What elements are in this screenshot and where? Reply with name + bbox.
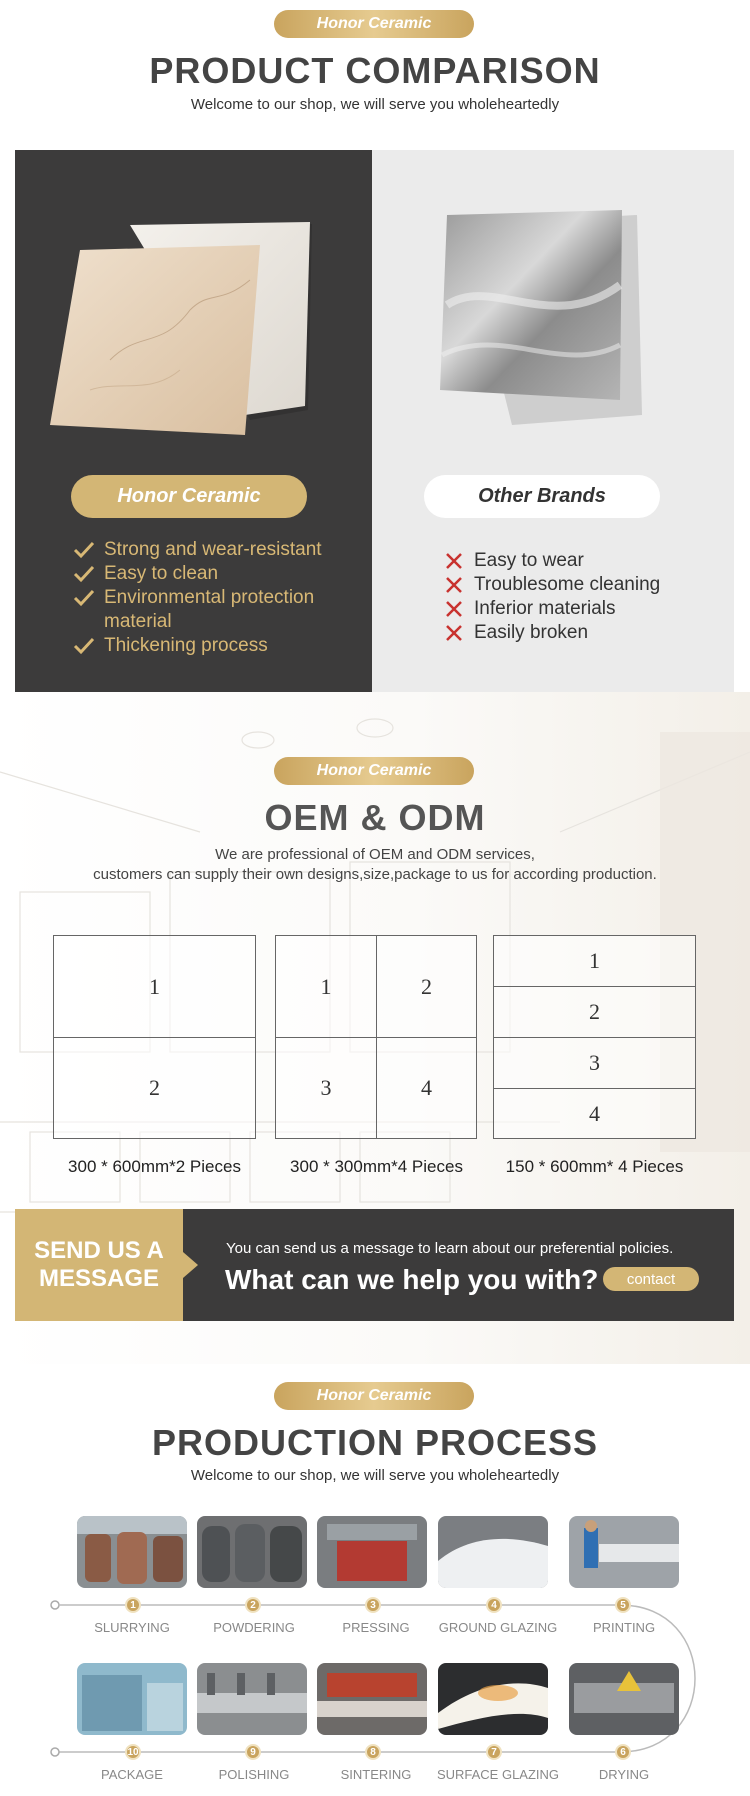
check-icon bbox=[72, 634, 96, 658]
piece-label: 2 bbox=[421, 973, 432, 999]
step-label: PRESSING bbox=[342, 1620, 410, 1635]
step-label: SURFACE GLAZING bbox=[436, 1767, 560, 1782]
banner-small-text: You can send us a message to learn about our preferential policies. bbox=[226, 1240, 674, 1257]
feature-text: Troublesome cleaning bbox=[474, 574, 661, 595]
polishing-photo bbox=[197, 1663, 307, 1735]
step-number: 2 bbox=[245, 1597, 261, 1613]
oem-description-line2: customers can supply their own designs,size,package to us for according production. bbox=[93, 866, 657, 883]
other-feature-list bbox=[442, 549, 732, 645]
check-icon bbox=[72, 562, 96, 586]
feature-text: Easy to wear bbox=[474, 550, 584, 571]
honor-feature-item bbox=[72, 586, 352, 634]
size-caption: 300 * 600mm*2 Pieces bbox=[68, 1157, 241, 1176]
feature-text: Environmental protection material bbox=[104, 587, 315, 632]
printing-photo bbox=[569, 1516, 679, 1588]
other-feature-item bbox=[442, 549, 732, 573]
step-number: 9 bbox=[245, 1744, 261, 1760]
send-message-line2: MESSAGE bbox=[38, 1265, 160, 1292]
piece-label: 3 bbox=[320, 1075, 332, 1100]
oem-description-line1: We are professional of OEM and ODM services, bbox=[215, 846, 535, 863]
piece-label: 3 bbox=[589, 1050, 600, 1075]
process-subtitle: Welcome to our shop, we will serve you wholeheartedly bbox=[190, 1467, 560, 1484]
cross-icon bbox=[442, 597, 466, 621]
cross-icon bbox=[442, 549, 466, 573]
other-brands-panel bbox=[372, 150, 734, 692]
send-message-block bbox=[15, 1209, 183, 1321]
piece-label: 1 bbox=[149, 973, 160, 999]
honor-feature-item bbox=[72, 562, 352, 586]
step-number: 10 bbox=[125, 1744, 141, 1760]
check-icon bbox=[72, 538, 96, 562]
sintering-photo bbox=[317, 1663, 427, 1735]
size-diagram-300x300 bbox=[275, 935, 477, 1139]
page-title: PRODUCT COMPARISON bbox=[149, 50, 601, 91]
feature-text: Easy to clean bbox=[104, 563, 219, 584]
honor-feature-list bbox=[72, 538, 352, 658]
send-message-line1: SEND US A bbox=[34, 1237, 164, 1264]
surface-glazing-photo bbox=[438, 1663, 548, 1735]
piece-label: 2 bbox=[589, 999, 600, 1024]
honor-tile-image bbox=[50, 210, 320, 440]
cross-icon bbox=[442, 621, 466, 645]
size-caption: 150 * 600mm* 4 Pieces bbox=[505, 1157, 684, 1176]
feature-text: Thickening process bbox=[104, 635, 268, 656]
package-photo bbox=[77, 1663, 187, 1735]
size-diagram-300x600 bbox=[53, 935, 256, 1139]
other-feature-item bbox=[442, 621, 732, 645]
cross-icon bbox=[442, 573, 466, 597]
piece-label: 1 bbox=[589, 948, 600, 973]
step-label: PRINTING bbox=[592, 1620, 656, 1635]
banner-headline: What can we help you with? bbox=[225, 1264, 599, 1295]
piece-label: 1 bbox=[320, 973, 332, 999]
step-number: 5 bbox=[615, 1597, 631, 1613]
honor-panel bbox=[15, 150, 372, 692]
step-label: SLURRYING bbox=[94, 1620, 170, 1635]
honor-feature-item bbox=[72, 538, 352, 562]
honor-ceramic-label: Honor Ceramic bbox=[71, 475, 307, 518]
step-label: POLISHING bbox=[218, 1767, 290, 1782]
ground-glazing-photo bbox=[438, 1516, 548, 1588]
honor-ceramic-pill: Honor Ceramic bbox=[274, 757, 474, 785]
honor-feature-item bbox=[72, 634, 352, 658]
slurrying-photo bbox=[77, 1516, 187, 1588]
page-subtitle: Welcome to our shop, we will serve you wholeheartedly bbox=[190, 96, 560, 113]
step-number: 6 bbox=[615, 1744, 631, 1760]
step-number: 7 bbox=[486, 1744, 502, 1760]
step-number: 8 bbox=[365, 1744, 381, 1760]
step-label: DRYING bbox=[598, 1767, 650, 1782]
piece-label: 4 bbox=[421, 1075, 432, 1100]
honor-ceramic-pill: Honor Ceramic bbox=[274, 10, 474, 38]
other-feature-item bbox=[442, 597, 732, 621]
other-tile-image bbox=[432, 205, 662, 435]
other-feature-item bbox=[442, 573, 732, 597]
piece-label: 4 bbox=[589, 1100, 600, 1126]
step-number: 4 bbox=[486, 1597, 502, 1613]
feature-text: Inferior materials bbox=[474, 598, 616, 619]
step-label: PACKAGE bbox=[101, 1767, 163, 1782]
process-title: PRODUCTION PROCESS bbox=[151, 1422, 599, 1463]
size-caption: 300 * 300mm*4 Pieces bbox=[290, 1157, 463, 1176]
step-label: POWDERING bbox=[213, 1620, 295, 1635]
check-icon bbox=[72, 586, 96, 610]
feature-text: Strong and wear-resistant bbox=[104, 539, 322, 560]
drying-photo bbox=[569, 1663, 679, 1735]
other-brands-label: Other Brands bbox=[424, 475, 660, 518]
contact-button[interactable]: contact bbox=[603, 1267, 699, 1291]
step-number: 1 bbox=[125, 1597, 141, 1613]
message-banner bbox=[183, 1209, 734, 1321]
pressing-photo bbox=[317, 1516, 427, 1588]
step-label: GROUND GLAZING bbox=[438, 1620, 558, 1635]
honor-ceramic-pill: Honor Ceramic bbox=[274, 1382, 474, 1410]
step-number: 3 bbox=[365, 1597, 381, 1613]
oem-title: OEM & ODM bbox=[264, 797, 486, 838]
piece-label: 2 bbox=[149, 1075, 160, 1100]
feature-text: Easily broken bbox=[474, 622, 589, 643]
step-label: SINTERING bbox=[340, 1767, 412, 1782]
size-diagram-150x600 bbox=[493, 935, 696, 1139]
banner-arrow bbox=[183, 1252, 198, 1278]
powdering-photo bbox=[197, 1516, 307, 1588]
